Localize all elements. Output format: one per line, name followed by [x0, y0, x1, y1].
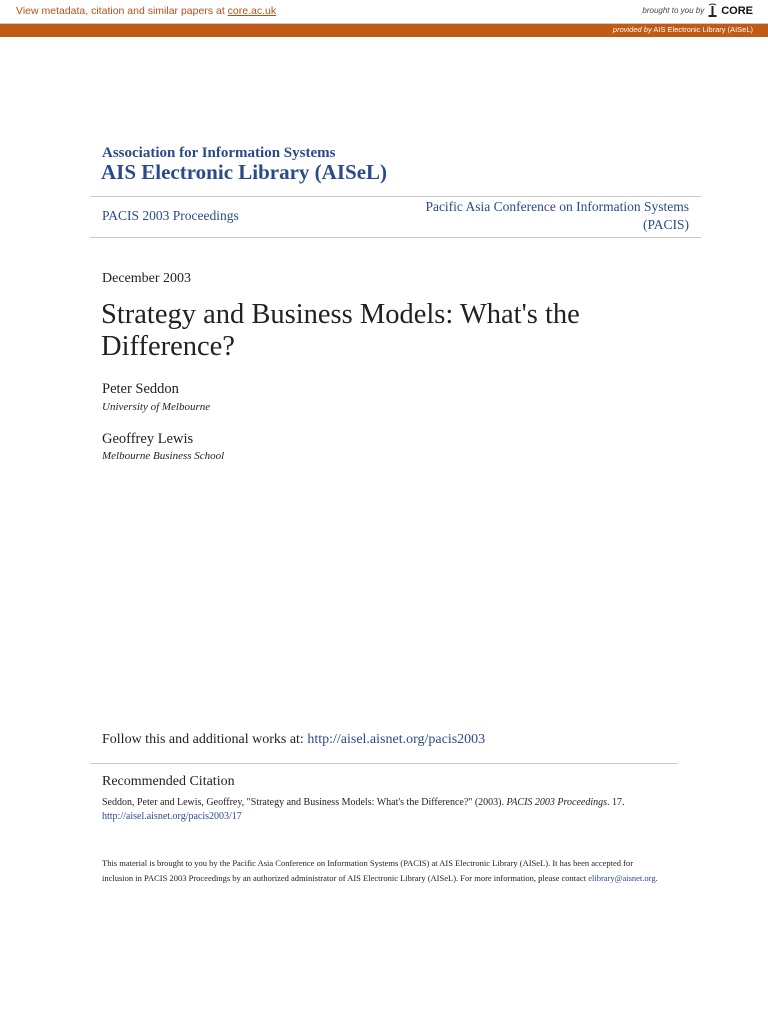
rights-notice — [102, 856, 662, 886]
contact-email-link[interactable]: elibrary@aisnet.org — [588, 873, 656, 883]
core-metadata-text — [16, 5, 276, 17]
provided-by-bar — [0, 24, 768, 37]
recommended-citation-heading: Recommended Citation — [102, 774, 235, 789]
citation-proceedings: PACIS 2003 Proceedings — [506, 797, 608, 808]
citation-text: Seddon, Peter and Lewis, Geoffrey, "Strategy and Business Models: What's the Difference?" (2003). — [102, 797, 507, 808]
author-name: Peter Seddon — [102, 381, 179, 397]
conference-acronym: (PACIS) — [642, 217, 689, 232]
citation-link[interactable]: http://aisel.aisnet.org/pacis2003/17 — [102, 811, 242, 822]
author-affiliation: Melbourne Business School — [102, 450, 225, 462]
author-name: Geoffrey Lewis — [102, 431, 194, 447]
follow-link[interactable]: http://aisel.aisnet.org/pacis2003 — [307, 732, 486, 747]
proceedings-link[interactable]: PACIS 2003 Proceedings — [102, 208, 239, 223]
notice-text: This material is brought to you by the Pacific Asia Conference on Information Systems (PACIS) at AIS Electronic Library (AISeL). It has been accepted for inclusion in PACIS 2003 Proceedings by an authorized administrator of AIS Electronic Library (AISeL). For more information, please contact — [102, 858, 634, 883]
provided-by-source: AIS Electronic Library (AISeL) — [651, 25, 753, 34]
follow-line — [102, 732, 485, 748]
core-logo-icon — [707, 3, 718, 18]
author-affiliation: University of Melbourne — [102, 401, 211, 413]
citation-divider — [90, 763, 678, 764]
core-metadata-prefix: View metadata, citation and similar papers at — [16, 5, 228, 17]
provided-by-prefix: provided by — [612, 25, 652, 34]
follow-prefix: Follow this and additional works at: — [102, 732, 308, 747]
core-banner — [0, 0, 768, 24]
publication-date: December 2003 — [102, 271, 192, 286]
paper-title: Strategy and Business Models: What's the Difference? — [101, 299, 580, 362]
org-link[interactable]: Association for Information Systems — [102, 145, 336, 161]
core-logo-text[interactable]: CORE — [721, 4, 753, 17]
citation-suffix: . 17. — [607, 797, 625, 808]
library-link[interactable]: AIS Electronic Library (AISeL) — [101, 160, 388, 184]
conference-name: Pacific Asia Conference on Information Systems — [425, 199, 689, 214]
core-link[interactable]: core.ac.uk — [227, 5, 277, 17]
header-divider-bottom — [90, 237, 701, 238]
header-divider-top — [90, 196, 701, 197]
core-brought-by — [642, 3, 753, 18]
citation-block — [102, 796, 662, 824]
notice-end: . — [655, 873, 658, 883]
conference-link[interactable] — [359, 198, 689, 234]
brought-by-text: brought to you by — [642, 6, 705, 15]
